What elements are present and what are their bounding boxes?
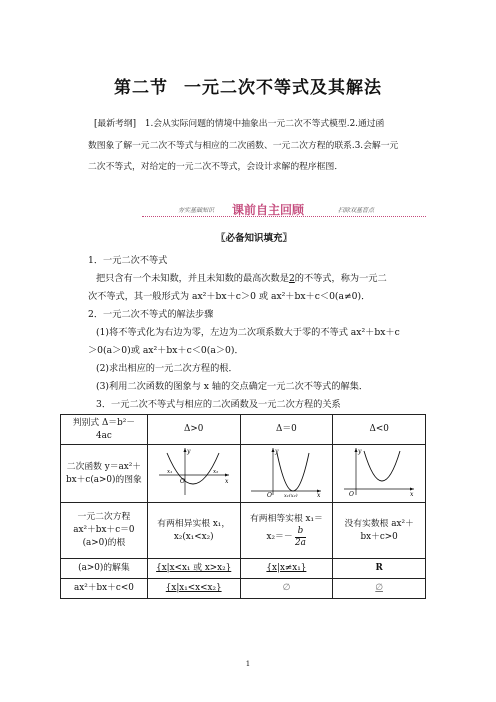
cell-text: 没有实数根 ax²＋ [344,518,414,529]
cell-text: bx＋c(a>0)的图象 [66,474,142,485]
cell-solution-gt-label: (a>0)的解集 [61,559,148,579]
cell-equal-roots [240,503,333,559]
parabola-one-root-graph [247,445,325,497]
cell-solution-gt-one: {x|x≠x₁} [240,559,333,579]
fraction-numerator: b [295,526,307,538]
cell-no-roots [333,503,426,559]
table-row [61,559,426,579]
axis-x-label: x [317,492,321,497]
latest-syllabus [88,114,424,179]
cell-solution-gt-two: {x|x<x₁ 或 x>x₂} [147,559,240,579]
paragraph-1-line-1 [96,270,387,284]
step-3: (3)利用二次函数的图象与 x 轴的交点确定一元二次不等式的解集． [96,381,369,392]
cell-discriminant-label [61,415,148,445]
p1-text-b: 的不等式，称为一元二 [294,273,387,284]
root-x2-label: x₂ [212,469,218,475]
table-row [61,445,426,503]
heading-2: 2．一元二次不等式的解法步骤 [88,309,214,320]
p1-blank: 2 [288,273,295,284]
p1-text-a: 把只含有一个未知数，并且未知数的最高次数是 [96,273,289,284]
cell-solution-lt-two: {x|x₁<x<x₂} [147,579,240,599]
step-1-line-1: (1)将不等式化为右边为零，左边为二次项系数大于零的不等式 ax²＋bx＋c [96,327,400,338]
paragraph-1-line-2: 次不等式，其一般形式为 ax²＋bx＋c＞0 或 ax²＋bx＋c＜0(a≠0)． [88,291,371,302]
graph-two-roots [147,445,240,503]
cell-text: 有两相异实根 x₁， [157,518,231,529]
relation-table-main [60,414,426,599]
cell-text: (a>0)的根 [82,538,126,548]
heading-3: 3．一元二次不等式与相应的二次函数及一元二次方程的关系 [96,399,341,410]
cell-text: 有两相等实根 x₁＝ [249,513,323,524]
root-x1-label: x₁ [166,469,172,475]
step-2: (2)求出相应的一元二次方程的根． [96,363,238,374]
cell-equation-label [61,503,148,559]
knowledge-header: 〖必备知识填充〗 [216,233,293,244]
table-row [61,503,426,559]
axis-x-label: x [224,478,229,485]
table-row [61,415,426,445]
parabola-no-root-graph [340,445,418,497]
syllabus-line-3: 二次不等式，对给定的一元二次不等式，会设计求解的程序框图． [88,162,344,172]
cell-text: 判别式 Δ＝b²－ [72,417,136,428]
axis-y-label: y [358,448,362,455]
section-number: 第二节 [114,78,168,98]
cell-delta-negative: Δ<0 [333,415,426,445]
graph-no-root [333,445,426,503]
cell-solution-gt-none: R [333,559,426,579]
cell-text: 一元二次方程 [77,512,131,522]
axis-y-label: y [186,448,191,455]
fraction-row [243,526,331,549]
origin-label: O [267,492,273,497]
origin-label: O [179,478,185,485]
syllabus-line-2: 数图象了解一元二次不等式与相应的二次函数、一元二次方程的联系.3.会解一元 [88,140,399,151]
cell-solution-lt-one: ∅ [240,579,333,599]
parabola-two-roots-graph [155,445,233,497]
section-bar [142,202,426,216]
cell-text: ax²＋bx＋c＝0 [73,525,135,535]
step-1-line-2: ＞0(a＞0)或 ax²＋bx＋c＜0(a＞0)． [88,345,244,356]
cell-function-label [61,445,148,503]
root-x12-label: x₁(x₂) [284,493,298,497]
cell-text: 二次函数 y＝ax²＋ [66,461,142,472]
fraction [295,526,307,549]
axis-y-label: y [275,448,279,455]
cell-solution-lt-label: ax²＋bx＋c<0 [61,579,148,599]
graph-one-root [240,445,333,503]
knowledge-header-label: 必备知识填充 [225,233,283,244]
cell-two-roots [147,503,240,559]
cell-text: 4ac [96,430,112,441]
section-divider [142,216,426,217]
section-bar-title: 课前自主回顾 [232,203,305,217]
cell-text: x₂＝－ [266,531,293,542]
syllabus-line-1: [最新考纲] 1.会从实际问题的情境中抽象出一元二次不等式模型.2.通过函 [94,119,385,129]
section-bar-left: 夯实基础知识 [178,207,215,214]
cell-text: x₂(x₁<x₂) [173,531,214,542]
cell-solution-lt-none: ∅ [333,579,426,599]
axis-x-label: x [410,491,414,497]
fraction-denominator: 2a [295,537,306,548]
section-title: 一元二次不等式及其解法 [184,78,382,98]
cell-delta-positive: Δ>0 [147,415,240,445]
table-row [61,579,426,599]
heading-1: 1．一元二次不等式 [88,255,168,266]
cell-delta-zero: Δ＝0 [240,415,333,445]
page-title [0,73,496,98]
page-number: 1 [245,660,251,668]
origin-label: O [349,491,355,497]
section-bar-right: 扫除双基盲点 [338,207,375,214]
cell-text: bx＋c>0 [360,531,398,542]
